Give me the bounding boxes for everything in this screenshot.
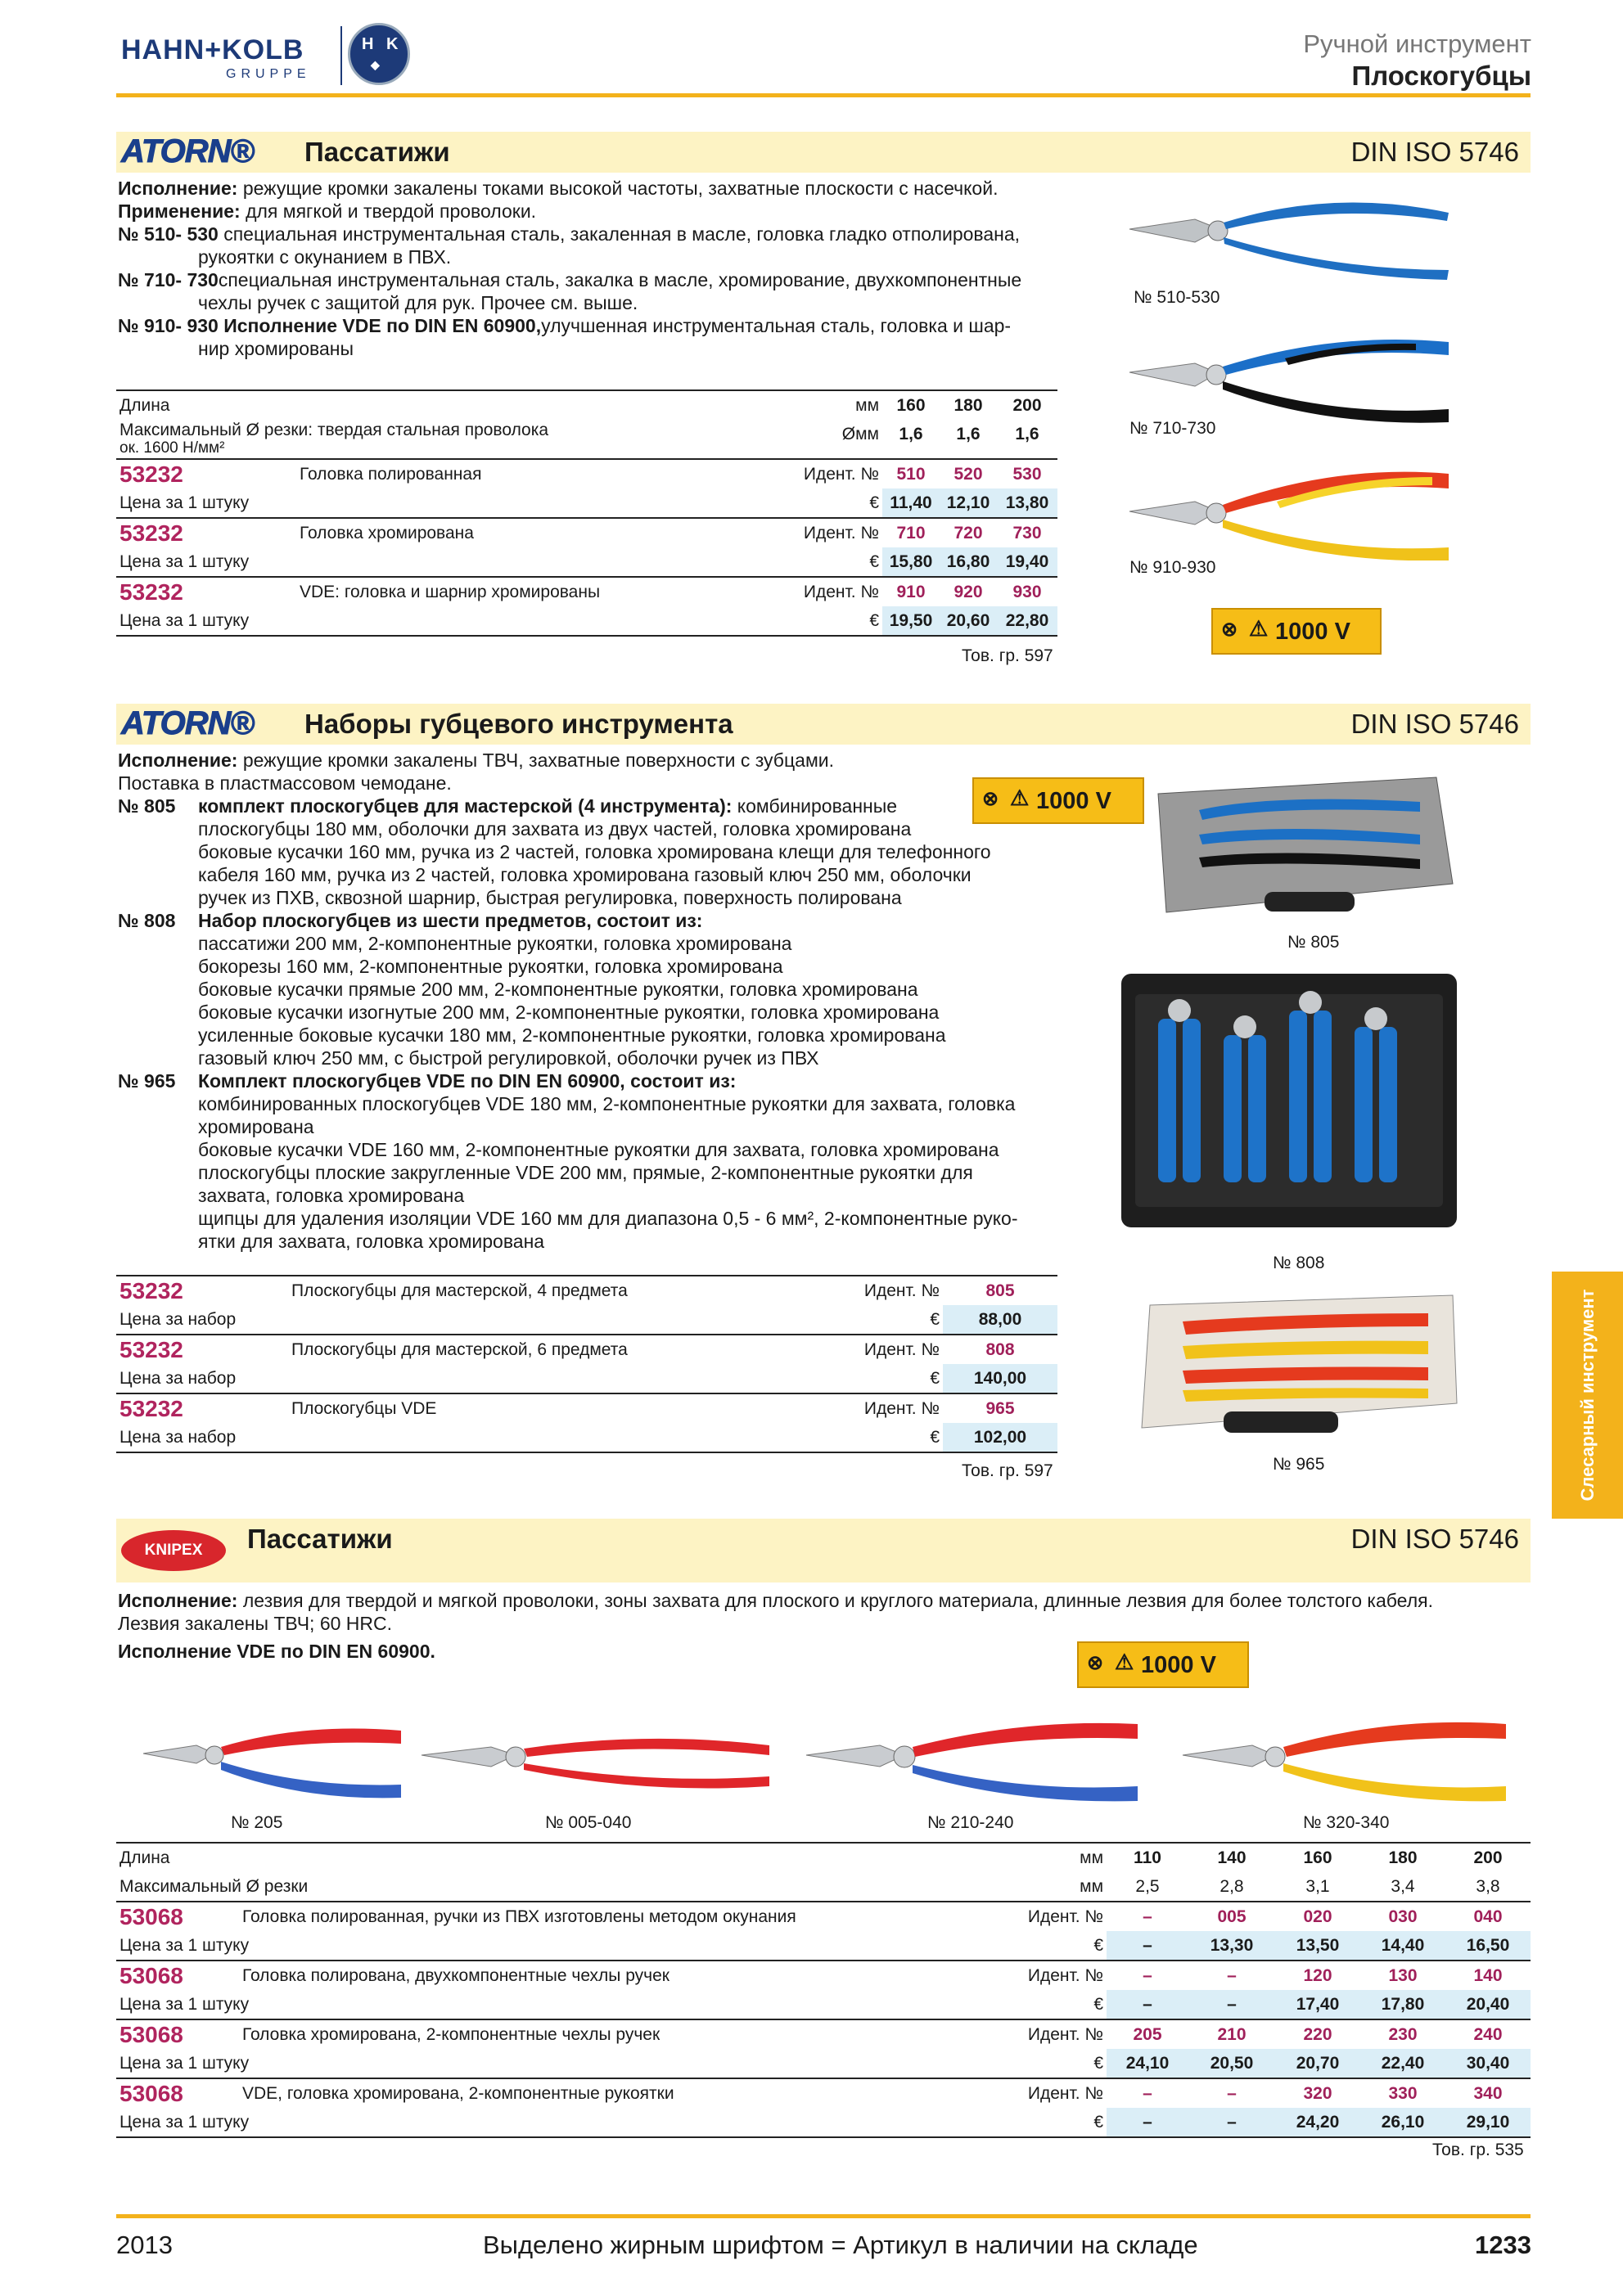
- price-row: [116, 1305, 1057, 1335]
- pliers-image-510: [1121, 180, 1457, 286]
- price-label: Цена за набор: [119, 1309, 237, 1329]
- price: 16,50: [1445, 1931, 1531, 1961]
- ident-number: 910: [882, 577, 940, 606]
- length-value: 160: [1303, 1848, 1332, 1867]
- currency: €: [930, 1427, 940, 1447]
- price: –: [1188, 2108, 1275, 2137]
- spec-text: боковые кусачки VDE 160 мм, 2-компонентные рукоятки для захвата, головка хромирована: [198, 1139, 999, 1160]
- price: 14,40: [1360, 1931, 1445, 1961]
- warning-icon: ⚠: [1115, 1650, 1134, 1674]
- section3-header: [116, 1519, 1531, 1582]
- price: 20,70: [1275, 2049, 1360, 2078]
- hk-emblem-icon: H K ◆: [348, 23, 410, 85]
- article-number: 53068: [116, 1961, 239, 1990]
- ident-number: 205: [1107, 2019, 1188, 2049]
- length-label: Длина: [119, 395, 170, 415]
- product-group: Тов. гр. 535: [1432, 2141, 1524, 2159]
- price: 17,80: [1360, 1990, 1445, 2019]
- footer-note: Выделено жирным шрифтом = Артикул в наличии на складе: [483, 2231, 1198, 2259]
- cut-value: 3,8: [1476, 1876, 1500, 1896]
- product-group: Тов. гр. 597: [962, 646, 1053, 665]
- caption: № 965: [1273, 1455, 1325, 1474]
- pliers-image-320: [1179, 1706, 1514, 1804]
- article-number: 53232: [116, 577, 296, 606]
- spec-text: Поставка в пластмассовом чемодане.: [118, 772, 452, 794]
- section1-title: Пассатижи: [304, 137, 450, 167]
- spec-text: щипцы для удаления изоляции VDE 160 мм для диапазона 0,5 - 6 мм², 2-компонентные руко-: [198, 1208, 1018, 1229]
- ident-number: 965: [943, 1393, 1057, 1423]
- price: –: [1188, 1990, 1275, 2019]
- spec-key: Исполнение:: [118, 178, 238, 199]
- cut-value: 3,1: [1305, 1876, 1330, 1896]
- length-value: 140: [1217, 1848, 1247, 1867]
- length-value: 110: [1134, 1848, 1161, 1867]
- cut-value: 2,8: [1220, 1876, 1244, 1896]
- warning-icon: ⚠: [1249, 616, 1269, 641]
- spec-text: комбинированные: [732, 795, 898, 817]
- price: 13,80: [997, 488, 1057, 518]
- table-row: [116, 459, 1057, 488]
- article-number: 53232: [116, 459, 296, 488]
- ident-number: 005: [1188, 1902, 1275, 1931]
- ident-number: 320: [1275, 2078, 1360, 2108]
- article-number: 53068: [116, 2019, 239, 2049]
- spec-text: лезвия для твердой и мягкой проволоки, зоны захвата для плоского и круглого материала, длинные лезвия для более толстого кабеля.: [237, 1590, 1433, 1611]
- id-label: Идент. №: [863, 1281, 940, 1300]
- row-description: Плоскогубцы VDE: [288, 1393, 820, 1423]
- spec-text: ятки для захвата, головка хромирована: [198, 1231, 545, 1252]
- item-number: № 805: [118, 795, 176, 817]
- price-label: Цена за 1 штуку: [119, 551, 250, 571]
- atorn-logo: ATORN®: [121, 705, 254, 741]
- spec-text: кабеля 160 мм, ручка из 2 частей, головка хромирована газовый ключ 250 мм, оболочки: [198, 864, 972, 885]
- currency: €: [869, 551, 879, 571]
- price: 17,40: [1275, 1990, 1360, 2019]
- length-value: 180: [954, 395, 983, 415]
- ident-number: –: [1188, 2078, 1275, 2108]
- table-row: [116, 518, 1057, 547]
- spec-text: режущие кромки закалены токами высокой частоты, захватные плоскости с насечкой.: [237, 178, 999, 199]
- id-label: Идент. №: [828, 2019, 1107, 2049]
- section2-header: [116, 704, 1531, 745]
- article-number: 53068: [116, 1902, 239, 1931]
- ident-number: 030: [1360, 1902, 1445, 1931]
- ident-number: 020: [1275, 1902, 1360, 1931]
- length-value: 160: [896, 395, 926, 415]
- table-row: [116, 577, 1057, 606]
- ident-number: 510: [882, 459, 940, 488]
- price: 24,20: [1275, 2108, 1360, 2137]
- price: 12,10: [940, 488, 997, 518]
- ident-number: 120: [1275, 1961, 1360, 1990]
- cut-label: Максимальный Ø резки: [119, 1876, 309, 1896]
- price-label: Цена за 1 штуку: [119, 1935, 250, 1955]
- vde-icon: ⊗: [982, 788, 999, 810]
- price: –: [1107, 1990, 1188, 2019]
- price-row: [116, 547, 1057, 577]
- header-subcategory: Плоскогубцы: [1351, 61, 1531, 91]
- brand-sub: GRUPPE: [226, 67, 311, 81]
- spec-text: рукоятки с окунанием в ПВХ.: [198, 246, 452, 268]
- section1-header: [116, 132, 1531, 173]
- length-value: 180: [1388, 1848, 1418, 1867]
- item-number: № 808: [118, 910, 176, 931]
- caption: № 805: [1287, 933, 1340, 952]
- id-label: Идент. №: [828, 1902, 1107, 1931]
- price-label: Цена за 1 штуку: [119, 610, 250, 630]
- row-description: Головка полированная: [296, 459, 689, 488]
- spec-text: для мягкой и твердой проволоки.: [240, 200, 537, 222]
- price-row: [116, 488, 1057, 518]
- spec-key: № 710- 730: [118, 269, 219, 290]
- price-row: [116, 1931, 1531, 1961]
- price: 13,50: [1275, 1931, 1360, 1961]
- pliers-image-710: [1121, 327, 1457, 425]
- price: 15,80: [882, 547, 940, 577]
- caption: № 910-930: [1129, 558, 1216, 577]
- spec-key: Применение:: [118, 200, 241, 222]
- price-row: [116, 2049, 1531, 2078]
- unit: Øмм: [841, 425, 879, 443]
- vde-badge: [972, 777, 1144, 824]
- ident-number: –: [1188, 1961, 1275, 1990]
- spec-text: газовый ключ 250 мм, с быстрой регулировкой, оболочки ручек из ПВХ: [198, 1047, 819, 1069]
- price: 13,30: [1188, 1931, 1275, 1961]
- cut-label-note: ок. 1600 Н/мм²: [119, 439, 225, 457]
- cut-label: Максимальный Ø резки: твердая стальная проволока: [119, 420, 549, 439]
- price: 88,00: [943, 1305, 1057, 1335]
- price-label: Цена за 1 штуку: [119, 493, 250, 512]
- caption: № 320-340: [1303, 1813, 1390, 1832]
- ident-number: 530: [997, 459, 1057, 488]
- section2-description: [118, 749, 1059, 1253]
- caption: № 808: [1273, 1254, 1325, 1272]
- ident-number: –: [1107, 1961, 1188, 1990]
- spec-text: боковые кусачки прямые 200 мм, 2-компонентные рукоятки, головка хромирована: [198, 979, 918, 1000]
- spec-text: комбинированных плоскогубцев VDE 180 мм, 2-компонентные рукоятки для захвата, головка: [198, 1093, 1016, 1114]
- row-description: Плоскогубцы для мастерской, 6 предмета: [288, 1335, 820, 1364]
- item-heading: Набор плоскогубцев из шести предметов, состоит из:: [198, 910, 703, 931]
- unit: мм: [1080, 1876, 1103, 1896]
- section3-title: Пассатижи: [247, 1524, 393, 1554]
- page-number: 1233: [1475, 2231, 1531, 2259]
- price-row: [116, 2108, 1531, 2137]
- product-group: Тов. гр. 597: [962, 1461, 1053, 1480]
- ident-number: –: [1107, 2078, 1188, 2108]
- spec-text: специальная инструментальная сталь, закалка в масле, хромирование, двухкомпонентные: [218, 269, 1022, 290]
- pliers-image-005: [417, 1722, 778, 1796]
- ident-number: 720: [940, 518, 997, 547]
- row-description: Плоскогубцы для мастерской, 4 предмета: [291, 1281, 628, 1300]
- price-label: Цена за набор: [119, 1427, 237, 1447]
- cut-row: [116, 420, 1057, 459]
- currency: €: [930, 1309, 940, 1329]
- ident-number: 220: [1275, 2019, 1360, 2049]
- price: 16,80: [940, 547, 997, 577]
- spec-text: бокорезы 160 мм, 2-компонентные рукоятки, головка хромирована: [198, 956, 783, 977]
- atorn-logo: ATORN®: [121, 133, 254, 169]
- section3-table: [116, 1842, 1531, 2138]
- section2-table: [116, 1275, 1057, 1453]
- vde-voltage: 1000 V: [1275, 619, 1350, 645]
- section1-din: DIN ISO 5746: [1350, 137, 1519, 167]
- price: 30,40: [1445, 2049, 1531, 2078]
- ident-number: 805: [985, 1281, 1015, 1300]
- spec-text: Исполнение VDE по DIN EN 60900.: [118, 1641, 435, 1662]
- section3-din: DIN ISO 5746: [1350, 1524, 1519, 1554]
- spec-text: плоскогубцы 180 мм, оболочки для захвата из двух частей, головка хромирована: [198, 818, 912, 840]
- footer-year: 2013: [116, 2231, 173, 2259]
- spec-key: № 910- 930 Исполнение VDE по DIN EN 60900,: [118, 315, 542, 336]
- ident-number: 930: [997, 577, 1057, 606]
- case-image-805: [1150, 761, 1457, 925]
- ident-number: 130: [1360, 1961, 1445, 1990]
- side-tab-label: Слесарный инструмент: [1576, 1289, 1598, 1501]
- table-row: [116, 1335, 1057, 1364]
- currency: €: [1093, 2053, 1103, 2073]
- hahn-kolb-logo: [121, 23, 416, 88]
- spec-text: специальная инструментальная сталь, закаленная в масле, головка гладко отполирована,: [218, 223, 1021, 245]
- section1-description: [118, 177, 1067, 360]
- ident-number: –: [1107, 1902, 1188, 1931]
- id-label: Идент. №: [689, 459, 882, 488]
- vde-voltage: 1000 V: [1141, 1652, 1216, 1678]
- spec-text: захвата, головка хромирована: [198, 1185, 465, 1206]
- pliers-image-210: [802, 1706, 1146, 1804]
- section2-din: DIN ISO 5746: [1350, 709, 1519, 739]
- length-label: Длина: [119, 1848, 170, 1867]
- caption: № 205: [231, 1813, 283, 1832]
- spec-text: хромирована: [198, 1116, 314, 1137]
- spec-text: улучшенная инструментальная сталь, головка и шар-: [541, 315, 1012, 336]
- price: 24,10: [1107, 2049, 1188, 2078]
- price-label: Цена за 1 штуку: [119, 2112, 250, 2132]
- table-row: [116, 2019, 1531, 2049]
- price-row: [116, 1364, 1057, 1393]
- id-label: Идент. №: [689, 518, 882, 547]
- article-number: 53232: [116, 1393, 288, 1423]
- table-row: [116, 1276, 1057, 1305]
- unit: мм: [855, 395, 879, 415]
- ident-number: 140: [1445, 1961, 1531, 1990]
- price-row: [116, 1423, 1057, 1452]
- item-heading: комплект плоскогубцев для мастерской (4 инструмента):: [198, 795, 733, 817]
- id-label: Идент. №: [689, 577, 882, 606]
- price-label: Цена за набор: [119, 1368, 237, 1388]
- price: 19,50: [882, 606, 940, 636]
- price: 102,00: [943, 1423, 1057, 1452]
- spec-text: ручек из ПХВ, сквозной шарнир, быстрая регулировка, поверхность полирована: [198, 887, 902, 908]
- cut-value: 1,6: [1015, 425, 1039, 443]
- article-number: 53232: [116, 1335, 288, 1364]
- price-row: [116, 606, 1057, 636]
- cut-value: 1,6: [899, 425, 923, 443]
- ident-number: 808: [943, 1335, 1057, 1364]
- section1-table: [116, 389, 1057, 637]
- spec-text: пассатижи 200 мм, 2-компонентные рукоятки, головка хромирована: [198, 933, 792, 954]
- spec-text: боковые кусачки изогнутые 200 мм, 2-компонентные рукоятки, головка хромирована: [198, 1002, 940, 1023]
- vde-badge: [1211, 608, 1382, 655]
- price: 20,40: [1445, 1990, 1531, 2019]
- ident-number: 730: [997, 518, 1057, 547]
- caption: № 210-240: [927, 1813, 1014, 1832]
- header-category: Ручной инструмент: [1303, 29, 1531, 58]
- currency: €: [930, 1368, 940, 1388]
- row-description: Головка хромирована: [296, 518, 689, 547]
- logo-divider: [340, 26, 342, 85]
- caption: № 510-530: [1134, 288, 1220, 307]
- spec-text: Лезвия закалены ТВЧ; 60 HRC.: [118, 1613, 393, 1634]
- knipex-logo: KNIPEX: [121, 1530, 226, 1571]
- currency: €: [869, 493, 879, 512]
- ident-number: 710: [882, 518, 940, 547]
- price: 22,40: [1360, 2049, 1445, 2078]
- item-number: № 965: [118, 1070, 176, 1092]
- price: 26,10: [1360, 2108, 1445, 2137]
- pliers-image-205: [139, 1706, 409, 1804]
- case-image-808: [1117, 970, 1461, 1231]
- price: 20,50: [1188, 2049, 1275, 2078]
- ident-number: 210: [1188, 2019, 1275, 2049]
- spec-text: режущие кромки закалены ТВЧ, захватные поверхности с зубцами.: [237, 750, 834, 771]
- ident-number: 340: [1445, 2078, 1531, 2108]
- article-number: 53232: [116, 518, 296, 547]
- ident-number: 040: [1445, 1902, 1531, 1931]
- warning-icon: ⚠: [1010, 786, 1030, 810]
- caption: № 710-730: [1129, 419, 1216, 438]
- table-row: [116, 2078, 1531, 2108]
- price: 140,00: [943, 1364, 1057, 1393]
- spec-text: боковые кусачки 160 мм, ручка из 2 частей, головка хромирована клещи для телефонного: [198, 841, 991, 862]
- ident-number: 520: [940, 459, 997, 488]
- section3-description: [118, 1589, 1534, 1663]
- length-value: 200: [1012, 395, 1042, 415]
- row-description: Головка полирована, двухкомпонентные чехлы ручек: [239, 1961, 828, 1990]
- spec-text: нир хромированы: [198, 338, 354, 359]
- article-number: 53068: [116, 2078, 239, 2108]
- vde-badge: [1077, 1641, 1249, 1688]
- spec-text: усиленные боковые кусачки 180 мм, 2-компонентные рукоятки, головка хромирована: [198, 1024, 946, 1046]
- row-description: Головка полированная, ручки из ПВХ изготовлены методом окунания: [239, 1902, 828, 1931]
- id-label: Идент. №: [820, 1393, 943, 1423]
- id-label: Идент. №: [820, 1335, 943, 1364]
- ident-number: 920: [940, 577, 997, 606]
- currency: €: [1093, 1935, 1103, 1955]
- price: –: [1107, 2108, 1188, 2137]
- cut-value: 2,5: [1135, 1876, 1160, 1896]
- caption: № 005-040: [545, 1813, 632, 1832]
- cut-value: 3,4: [1391, 1876, 1415, 1896]
- spec-key: Исполнение:: [118, 1590, 238, 1611]
- footer-rule: [116, 2214, 1531, 2218]
- length-value: 200: [1473, 1848, 1503, 1867]
- ident-number: 230: [1360, 2019, 1445, 2049]
- case-image-965: [1134, 1289, 1461, 1436]
- price-label: Цена за 1 штуку: [119, 1994, 250, 2014]
- vde-icon: ⊗: [1087, 1652, 1104, 1674]
- brand-name: HAHN+KOLB: [121, 34, 304, 65]
- id-label: Идент. №: [828, 2078, 1107, 2108]
- id-label: Идент. №: [828, 1961, 1107, 1990]
- spec-text: чехлы ручек с защитой для рук. Прочее см. выше.: [198, 292, 638, 313]
- header-rule: [116, 93, 1531, 97]
- price-label: Цена за 1 штуку: [119, 2053, 250, 2073]
- price: 11,40: [882, 488, 940, 518]
- ident-number: 240: [1445, 2019, 1531, 2049]
- currency: €: [869, 610, 879, 630]
- unit: мм: [1080, 1848, 1103, 1867]
- section2-title: Наборы губцевого инструмента: [304, 709, 733, 739]
- price-row: [116, 1990, 1531, 2019]
- cut-value: 1,6: [956, 425, 981, 443]
- length-row: [116, 1843, 1531, 1872]
- spec-key: № 510- 530: [118, 223, 219, 245]
- currency: €: [1093, 1994, 1103, 2014]
- row-description: VDE, головка хромирована, 2-компонентные рукоятки: [239, 2078, 828, 2108]
- length-row: [116, 390, 1057, 420]
- table-row: [116, 1902, 1531, 1931]
- ident-number: 330: [1360, 2078, 1445, 2108]
- table-row: [116, 1961, 1531, 1990]
- table-row: [116, 1393, 1057, 1423]
- row-description: Головка хромирована, 2-компонентные чехлы ручек: [239, 2019, 828, 2049]
- price: 19,40: [997, 547, 1057, 577]
- spec-key: Исполнение:: [118, 750, 238, 771]
- item-heading: Комплект плоскогубцев VDE по DIN EN 60900, состоит из:: [198, 1070, 737, 1092]
- price: 20,60: [940, 606, 997, 636]
- vde-voltage: 1000 V: [1036, 788, 1111, 814]
- price: –: [1107, 1931, 1188, 1961]
- price: 29,10: [1445, 2108, 1531, 2137]
- row-description: VDE: головка и шарнир хромированы: [296, 577, 689, 606]
- side-tab[interactable]: [1552, 1272, 1623, 1519]
- spec-text: плоскогубцы плоские закругленные VDE 200 мм, прямые, 2-компонентные рукоятки для: [198, 1162, 973, 1183]
- currency: €: [1093, 2112, 1103, 2132]
- vde-icon: ⊗: [1221, 619, 1238, 641]
- pliers-image-910: [1121, 462, 1457, 560]
- article-number: 53232: [119, 1277, 183, 1303]
- cut-row: [116, 1872, 1531, 1902]
- price: 22,80: [997, 606, 1057, 636]
